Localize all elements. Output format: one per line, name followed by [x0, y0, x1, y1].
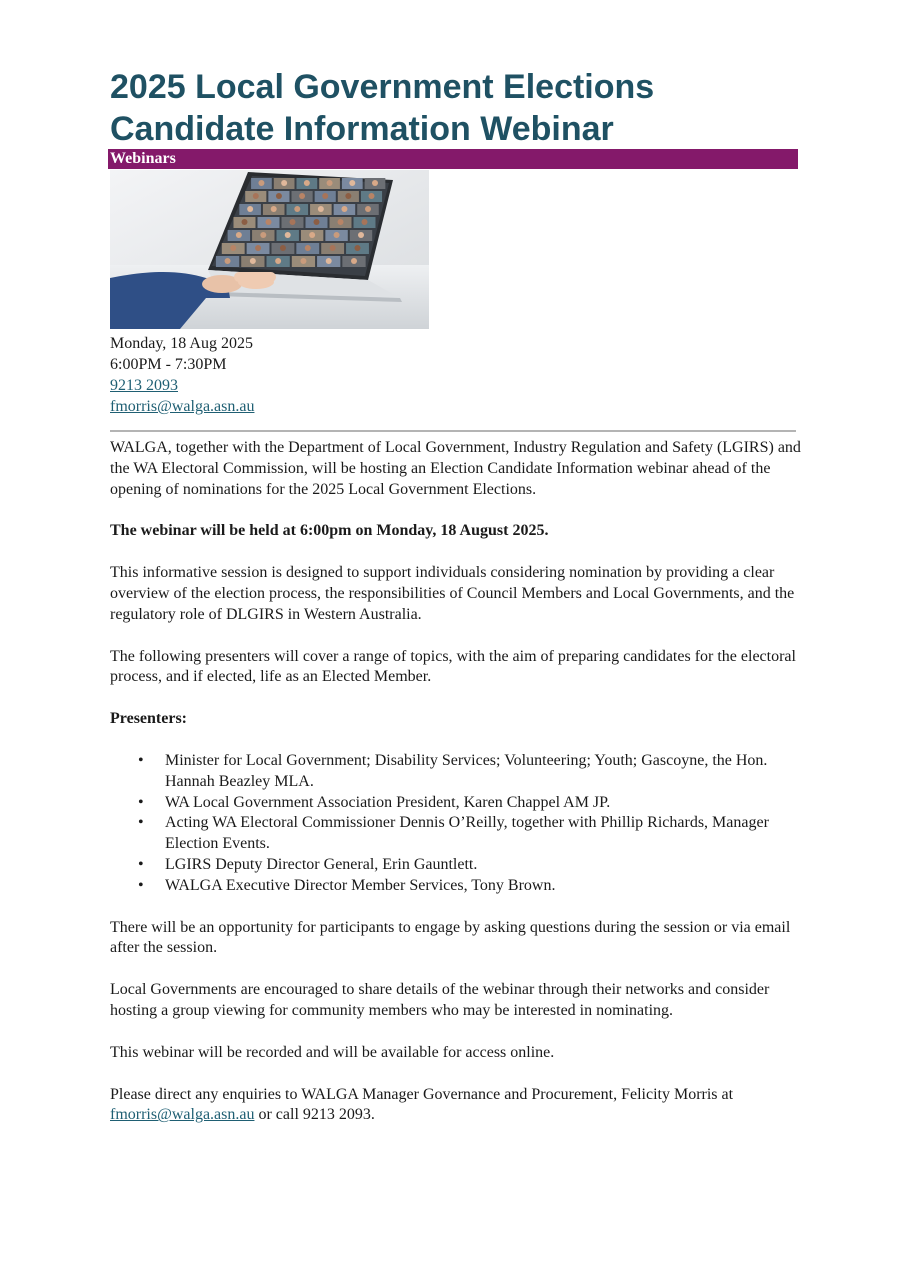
video-tile-face	[294, 206, 300, 212]
video-tile-face	[260, 232, 266, 238]
video-tile-face	[330, 245, 336, 251]
video-tile-face	[309, 232, 315, 238]
recorded-paragraph: This webinar will be recorded and will be available for access online.	[110, 1043, 555, 1061]
video-tile-face	[365, 206, 371, 212]
video-tile-face	[290, 219, 296, 225]
event-date: Monday, 18 Aug 2025	[110, 335, 253, 352]
video-tile-face	[351, 258, 357, 264]
category-bar: Webinars	[108, 149, 798, 169]
enquiries-suffix: or call 9213 2093.	[254, 1106, 375, 1124]
video-tile-face	[327, 180, 333, 186]
video-tile-face	[253, 193, 259, 199]
event-details	[110, 333, 254, 417]
presenter-item: • WALGA Executive Director Member Services, Tony Brown.	[165, 876, 810, 897]
video-tile-face	[266, 219, 272, 225]
presenter-item: • LGIRS Deputy Director General, Erin Gauntlett.	[165, 855, 810, 876]
video-tile-face	[345, 193, 351, 199]
presenter-item: • WA Local Government Association President, Karen Chappel AM JP.	[165, 793, 810, 814]
page-title-line-2: Candidate Information Webinar	[110, 110, 614, 148]
video-tile-face	[247, 206, 253, 212]
video-tile-face	[326, 258, 332, 264]
video-tile-face	[318, 206, 324, 212]
enquiries-prefix: Please direct any enquiries to WALGA Manager Governance and Procurement, Felicity Morris at	[110, 1085, 734, 1103]
presenter-item: • Minister for Local Government; Disability Services; Volunteering; Youth; Gascoyne, the Hon. Hannah Beazley MLA.	[165, 751, 810, 793]
video-tile-face	[304, 180, 310, 186]
video-tile-face	[250, 258, 256, 264]
video-tile-face	[322, 193, 328, 199]
section-divider	[110, 430, 796, 432]
video-tile-face	[369, 193, 375, 199]
video-tile-face	[255, 245, 261, 251]
event-time: 6:00PM - 7:30PM	[110, 356, 227, 373]
questions-paragraph: There will be an opportunity for participants to engage by asking questions during the session or via email after the session.	[110, 918, 791, 957]
video-tile-face	[230, 245, 236, 251]
webinar-laptop-image	[110, 170, 429, 329]
video-tile-face	[275, 258, 281, 264]
video-tile-face	[258, 180, 264, 186]
event-phone-link[interactable]: 9213 2093	[110, 377, 178, 394]
video-tile-face	[362, 219, 368, 225]
event-email-link[interactable]: fmorris@walga.asn.au	[110, 398, 255, 415]
enquiries-paragraph	[110, 1085, 810, 1127]
video-tile-face	[341, 206, 347, 212]
video-tile-face	[358, 232, 364, 238]
video-tile-face	[225, 258, 231, 264]
presenters-list	[110, 751, 810, 897]
video-tile-face	[236, 232, 242, 238]
video-tile-face	[314, 219, 320, 225]
video-tile-face	[285, 232, 291, 238]
presenter-item: • Acting WA Electoral Commissioner Dennis O’Reilly, together with Phillip Richards, Manager Election Events.	[165, 813, 810, 855]
presenters-intro-paragraph: The following presenters will cover a range of topics, with the aim of preparing candidates for the electoral process, and if elected, life as an Elected Member.	[110, 647, 796, 686]
video-tile-face	[305, 245, 311, 251]
video-tile-face	[334, 232, 340, 238]
video-tile-face	[281, 180, 287, 186]
share-paragraph: Local Governments are encouraged to share details of the webinar through their networks and consider hosting a group viewing for community members who may be interested in nominating.	[110, 981, 770, 1019]
video-tile-face	[242, 219, 248, 225]
video-tile-face	[299, 193, 305, 199]
video-tile-face	[372, 180, 378, 186]
page-title-line-1: 2025 Local Government Elections	[110, 68, 655, 106]
video-tile-face	[349, 180, 355, 186]
presenters-heading: Presenters:	[110, 710, 187, 728]
video-tile-face	[300, 258, 306, 264]
video-tile-face	[271, 206, 277, 212]
video-tile-face	[355, 245, 361, 251]
intro-paragraph: WALGA, together with the Department of Local Government, Industry Regulation and Safety (LGIRS) and the WA Electoral Commission, will be hosting an Election Candidate Information webinar ahead of the opening of nominations for the 2025 Local Government Elections.	[110, 439, 801, 498]
video-tile-face	[276, 193, 282, 199]
page-title	[110, 66, 810, 150]
session-overview-paragraph: This informative session is designed to support individuals considering nomination by providing a clear overview of the election process, the responsibilities of Council Members and Local Governments, and the regulatory role of DLGIRS in Western Australia.	[110, 564, 795, 623]
video-tile-face	[338, 219, 344, 225]
video-tile-face	[280, 245, 286, 251]
held-at-paragraph: The webinar will be held at 6:00pm on Monday, 18 August 2025.	[110, 522, 549, 540]
enquiries-email-link[interactable]: fmorris@walga.asn.au	[110, 1106, 255, 1124]
article-body	[110, 438, 810, 1147]
